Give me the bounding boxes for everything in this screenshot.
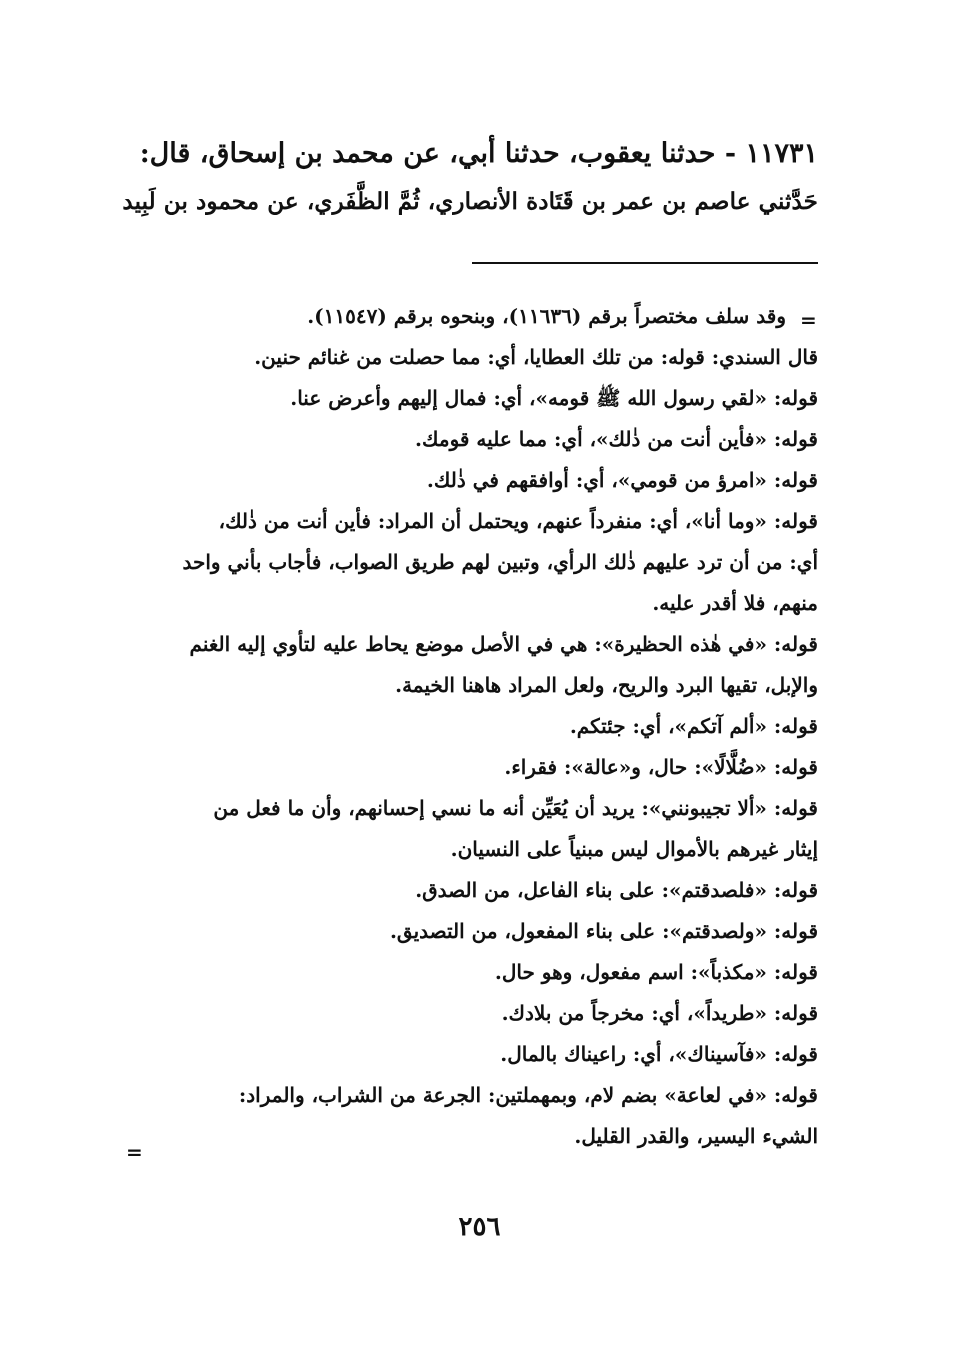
footnote-line: قوله: «لقي رسول الله ﷺ قومه»، أي: فمال إليهم وأعرض عنا. — [290, 386, 818, 410]
main-text-line-2: حَدَّثني عاصم بن عمر بن قَتَادة الأنصاري، ثُمَّ الظَّفَري، عن محمود بن لَبِيد — [122, 188, 818, 215]
main-text-line-1: ١١٧٣١ - حدثنا يعقوب، حدثنا أبي، عن محمد بن إسحاق، قال: — [139, 138, 818, 169]
footnote-line: قوله: «في لعاعة» بضم لام، وبمهملتين: الجرعة من الشراب، والمراد: — [238, 1083, 818, 1107]
footnote-line: قوله: «مكذباً»: اسم مفعول، وهو حال. — [494, 960, 818, 984]
footnote-line: قوله: «فلصدقتم»: على بناء الفاعل، من الصدق. — [415, 878, 818, 902]
page-number: ٢٥٦ — [458, 1212, 501, 1242]
footnote-end-marker: = — [126, 1140, 143, 1164]
footnote-line: قوله: «طريداً»، أي: مخرجاً من بلادك. — [501, 1001, 818, 1025]
footnote-line: وقد سلف مختصراً برقم (١١٦٣٦)، وبنحوه برقم (١١٥٤٧). — [307, 304, 786, 328]
footnote-line: والإبل، تقيها البرد والريح، ولعل المراد هاهنا الخيمة. — [395, 673, 818, 697]
footnote-line: قوله: «ضُلَّالًا»: حال، و«عالة»: فقراء. — [504, 755, 818, 779]
footnote-line: قوله: «فأين أنت من ذٰلك»، أي: مما عليه قومك. — [415, 427, 818, 451]
footnote-line: أي: من أن ترد عليهم ذٰلك الرأي، وتبين لهم طريق الصواب، فأجاب بأني واحد — [182, 550, 818, 574]
footnote-line: قوله: «وما أنا»، أي: منفرداً عنهم، ويحتمل أن المراد: فأين أنت من ذٰلك، — [218, 509, 818, 533]
footnote-line: منهم، فلا أقدر عليه. — [652, 591, 818, 615]
footnote-line: قوله: «ولصدقتم»: على بناء المفعول، من التصديق. — [389, 919, 818, 943]
footnote-line: الشيء اليسير، والقدر القليل. — [574, 1124, 818, 1148]
footnote-line: إيثار غيرهم بالأموال ليس مبنياً على النسيان. — [450, 837, 818, 861]
footnote-line: قوله: «ألم آتكم»، أي: جئتكم. — [569, 714, 818, 738]
footnote-continuation-marker: = — [800, 308, 817, 332]
footnote-line: قال السندي: قوله: من تلك العطايا، أي: مما حصلت من غنائم حنين. — [254, 345, 818, 369]
footnote-line: قوله: «في هٰذه الحظيرة»: هي في الأصل موضع يحاط عليه لتأوي إليه الغنم — [189, 632, 818, 656]
footnote-line: قوله: «فآسيناك»، أي: راعيناك بالمال. — [500, 1042, 818, 1066]
footnote-separator — [472, 262, 818, 264]
footnote-line: قوله: «ألا تجيبونني»: يريد أن يُعَيِّن أنه ما نسي إحسانهم، وأن ما فعل من — [213, 796, 818, 820]
footnote-line: قوله: «امرؤ من قومي»، أي: أوافقهم في ذٰلك. — [426, 468, 818, 492]
